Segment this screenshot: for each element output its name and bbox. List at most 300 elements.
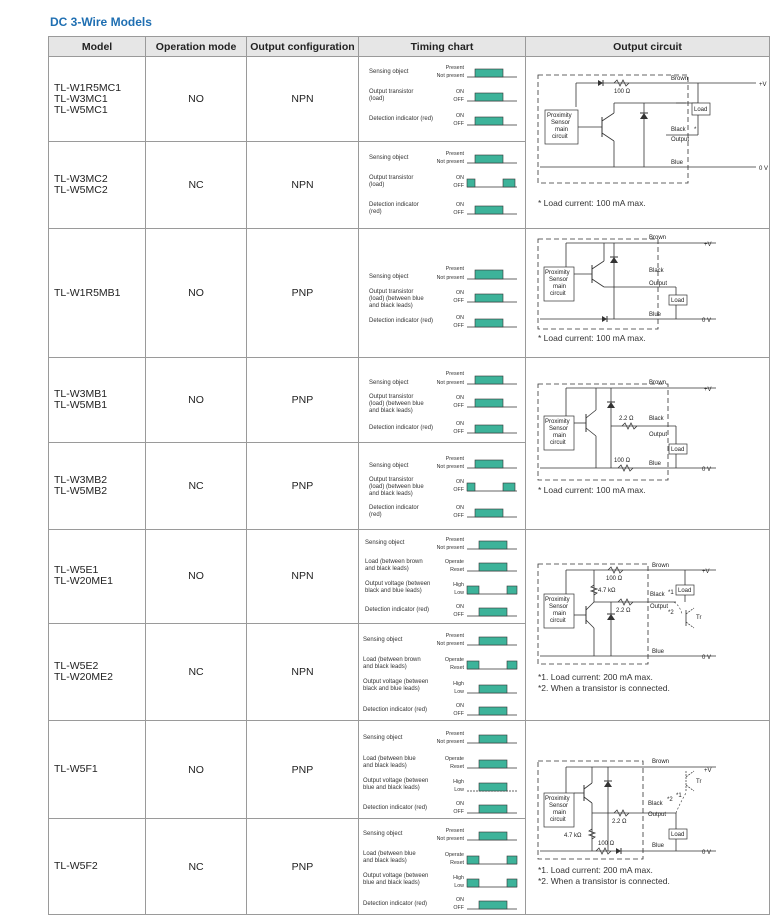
output-circuit-pnp-100: [525, 358, 769, 530]
svg-text:and black leads): and black leads): [368, 408, 413, 415]
svg-text:+V: +V: [701, 569, 710, 575]
svg-text:Not present: Not present: [436, 544, 464, 551]
timing-chart-svg: [359, 821, 525, 913]
svg-text:Output: Output: [649, 604, 668, 610]
output-configuration: PNP: [246, 819, 358, 915]
model-name: TL-W20ME1: [54, 575, 113, 588]
svg-text:Tr: Tr: [695, 779, 702, 785]
svg-text:High: High: [453, 680, 464, 687]
signal-output: [467, 294, 517, 302]
svg-text:ON: ON: [456, 289, 464, 296]
output-configuration: NPN: [246, 530, 358, 624]
svg-text:Proximity: Proximity: [544, 597, 570, 603]
timing-chart-svg: [359, 723, 525, 817]
svg-text:and black leads): and black leads): [364, 565, 409, 572]
svg-text:Proximity: Proximity: [546, 113, 572, 119]
svg-text:Load: Load: [693, 107, 708, 113]
svg-text:Low: Low: [454, 589, 464, 596]
svg-text:Brown: Brown: [670, 76, 688, 82]
svg-text:Sensing object: Sensing object: [368, 273, 409, 280]
svg-text:0 V: 0 V: [701, 318, 711, 324]
models-table: [48, 36, 770, 915]
svg-text:OFF: OFF: [453, 297, 464, 304]
svg-text:Sensor: Sensor: [548, 803, 568, 809]
model-name: TL-W5MC1: [54, 103, 108, 116]
svg-text:*2: *2: [667, 610, 674, 616]
svg-text:ON: ON: [456, 201, 464, 208]
svg-text:Not present: Not present: [436, 380, 464, 387]
svg-text:(load) (between blue: (load) (between blue: [368, 401, 424, 408]
table-row: [49, 229, 770, 358]
svg-text:ON: ON: [456, 395, 464, 402]
svg-text:Present: Present: [445, 827, 464, 834]
signal-voltage: [467, 783, 517, 791]
signal-sensing: [467, 460, 517, 468]
svg-text:Output: Output: [648, 281, 667, 287]
signal-indicator: [467, 805, 517, 813]
svg-text:Output voltage (between: Output voltage (between: [364, 580, 431, 587]
svg-text:Detection indicator (red): Detection indicator (red): [362, 804, 428, 811]
timing-chart: [358, 142, 525, 229]
svg-text:Load (between brown: Load (between brown: [364, 558, 423, 565]
svg-text:Black: Black: [670, 127, 686, 133]
svg-text:0 V: 0 V: [701, 467, 711, 473]
timing-chart-svg: [359, 144, 525, 227]
svg-text:OFF: OFF: [453, 904, 464, 911]
signal-sensing: [467, 735, 517, 743]
svg-text:ON: ON: [456, 896, 464, 903]
output-configuration: PNP: [246, 358, 358, 443]
circuit-diagram-npn-e: [526, 530, 769, 715]
svg-text:Present: Present: [445, 632, 464, 639]
signal-indicator: [467, 206, 517, 214]
svg-text:Output transistor: Output transistor: [368, 476, 414, 483]
svg-text:Output transistor: Output transistor: [368, 89, 414, 96]
svg-text:(red): (red): [368, 511, 382, 518]
svg-text:circuit: circuit: [549, 291, 566, 297]
signal-sensing: [467, 832, 517, 840]
model-name: TL-W5F1: [54, 763, 98, 776]
signal-sensing: [467, 376, 517, 384]
output-circuit-npn: [525, 57, 769, 229]
svg-text:Load: Load: [677, 588, 692, 594]
svg-text:circuit: circuit: [549, 817, 566, 823]
svg-text:Present: Present: [445, 730, 464, 737]
svg-text:Operate: Operate: [444, 851, 464, 858]
svg-text:Detection indicator: Detection indicator: [368, 504, 419, 511]
operation-mode: NO: [146, 57, 247, 142]
svg-text:Detection indicator (red): Detection indicator (red): [362, 900, 428, 907]
svg-text:Output voltage (between: Output voltage (between: [362, 872, 429, 879]
signal-output: [467, 93, 517, 101]
svg-text:Output: Output: [648, 432, 667, 438]
signal-sensing: [467, 155, 517, 163]
model-cell: [49, 142, 146, 229]
model-cell: [49, 819, 146, 915]
model-cell: [49, 358, 146, 443]
svg-text:Present: Present: [445, 150, 464, 157]
section-title: DC 3-Wire Models: [50, 15, 152, 29]
table-row: [49, 358, 770, 443]
svg-text:Sensing object: Sensing object: [368, 380, 409, 387]
svg-text:Load: Load: [670, 298, 685, 304]
timing-chart: [358, 358, 525, 443]
svg-text:Not present: Not present: [436, 274, 464, 281]
table-header-row: [49, 37, 770, 57]
svg-text:High: High: [453, 778, 464, 785]
timing-chart: [358, 443, 525, 530]
output-configuration: NPN: [246, 142, 358, 229]
svg-text:OFF: OFF: [453, 403, 464, 410]
signal-voltage: [467, 879, 517, 887]
model-name: TL-W5E1: [54, 564, 99, 577]
svg-text:2.2 Ω: 2.2 Ω: [611, 819, 627, 825]
svg-text:OFF: OFF: [453, 429, 464, 436]
table-row: [49, 530, 770, 624]
svg-text:OFF: OFF: [453, 710, 464, 717]
svg-text:Black: Black: [648, 416, 664, 422]
timing-chart: [358, 530, 525, 624]
svg-text:Output transistor: Output transistor: [368, 394, 414, 401]
table-row: [49, 57, 770, 142]
svg-text:black and blue leads): black and blue leads): [362, 685, 420, 692]
signal-voltage: [467, 586, 517, 594]
header-output-circuit: Output circuit: [525, 37, 769, 57]
svg-text:ON: ON: [456, 314, 464, 321]
circuit-diagram-pnp-2: [526, 358, 769, 524]
operation-mode: NC: [146, 142, 247, 229]
model-name: TL-W1R5MB1: [54, 286, 121, 299]
svg-text:100 Ω: 100 Ω: [613, 89, 631, 95]
svg-text:main: main: [554, 127, 568, 133]
signal-indicator: [467, 707, 517, 715]
svg-text:Sensing object: Sensing object: [362, 830, 403, 837]
svg-text:Output transistor: Output transistor: [368, 288, 414, 295]
svg-text:+V: +V: [758, 82, 767, 88]
svg-text:(load): (load): [368, 181, 385, 188]
svg-text:Detection indicator (red): Detection indicator (red): [368, 425, 434, 432]
signal-output: [467, 179, 517, 187]
header-operation-mode: Operation mode: [146, 37, 247, 57]
model-cell: [49, 57, 146, 142]
signal-sensing: [467, 637, 517, 645]
model-cell: [49, 721, 146, 819]
svg-text:Detection indicator (red): Detection indicator (red): [368, 317, 434, 324]
model-name: TL-W1R5MC1: [54, 81, 122, 94]
model-name: TL-W5F2: [54, 860, 98, 873]
operation-mode: NO: [146, 530, 247, 624]
header-timing-chart: Timing chart: [358, 37, 525, 57]
svg-text:High: High: [453, 581, 464, 588]
svg-text:blue and black leads): blue and black leads): [362, 879, 420, 886]
svg-text:Detection indicator (red): Detection indicator (red): [368, 116, 434, 123]
operation-mode: NC: [146, 443, 247, 530]
timing-chart-svg: [359, 625, 525, 719]
timing-chart-svg: [359, 359, 525, 441]
signal-voltage: [467, 685, 517, 693]
signal-sensing: [467, 69, 517, 77]
svg-text:Reset: Reset: [450, 763, 464, 770]
svg-text:Detection indicator: Detection indicator: [368, 201, 419, 208]
svg-text:Sensing object: Sensing object: [362, 734, 403, 741]
model-name: TL-W5MC2: [54, 184, 108, 197]
svg-text:+V: +V: [703, 387, 712, 393]
svg-text:Sensing object: Sensing object: [362, 636, 403, 643]
svg-text:Not present: Not present: [436, 640, 464, 647]
svg-text:and black leads): and black leads): [368, 302, 413, 309]
svg-text:Load (between blue: Load (between blue: [362, 850, 416, 857]
svg-text:Blue: Blue: [648, 461, 661, 467]
note-load-current: * Load current: 100 mA max.: [537, 333, 646, 343]
timing-chart: [358, 721, 525, 819]
circuit-diagram-pnp-f: [526, 721, 769, 909]
svg-text:Output: Output: [647, 812, 666, 818]
svg-text:Proximity: Proximity: [544, 796, 570, 802]
svg-text:Detection indicator (red): Detection indicator (red): [362, 706, 428, 713]
model-cell: [49, 443, 146, 530]
signal-indicator: [467, 117, 517, 125]
output-circuit-pnp: [525, 229, 769, 358]
svg-text:4.7 kΩ: 4.7 kΩ: [597, 588, 616, 594]
svg-text:circuit: circuit: [549, 618, 566, 624]
svg-text:Brown: Brown: [648, 235, 666, 241]
svg-text:Black: Black: [648, 268, 664, 274]
circuit-diagram-npn: [526, 57, 769, 223]
svg-text:0 V: 0 V: [701, 655, 711, 661]
svg-text:and black leads): and black leads): [368, 490, 413, 497]
svg-text:*1: *1: [675, 793, 682, 799]
timing-chart: [358, 229, 525, 358]
note-transistor: *2. When a transistor is connected.: [537, 683, 670, 693]
signal-indicator: [467, 425, 517, 433]
svg-text:(load): (load): [368, 96, 385, 103]
svg-text:Present: Present: [445, 455, 464, 462]
output-configuration: NPN: [246, 57, 358, 142]
svg-text:*1: *1: [667, 590, 674, 596]
signal-indicator: [467, 509, 517, 517]
header-output-configuration: Output configuration: [246, 37, 358, 57]
svg-text:Output voltage (between: Output voltage (between: [362, 777, 429, 784]
svg-text:OFF: OFF: [453, 322, 464, 329]
svg-text:OFF: OFF: [453, 209, 464, 216]
svg-text:4.7 kΩ: 4.7 kΩ: [563, 833, 582, 839]
svg-text:ON: ON: [456, 113, 464, 120]
svg-text:Present: Present: [445, 371, 464, 378]
svg-text:Sensing object: Sensing object: [368, 154, 409, 161]
note-transistor: *2. When a transistor is connected.: [537, 876, 670, 886]
svg-text:Brown: Brown: [648, 380, 666, 386]
svg-text:ON: ON: [456, 702, 464, 709]
timing-chart-svg: [359, 445, 525, 528]
note-load-current: * Load current: 100 mA max.: [537, 198, 646, 208]
svg-text:black and blue leads): black and blue leads): [364, 587, 422, 594]
header-model: Model: [49, 37, 146, 57]
svg-text:100 Ω: 100 Ω: [597, 841, 615, 847]
svg-text:Blue: Blue: [651, 649, 664, 655]
svg-text:*: *: [693, 127, 697, 133]
svg-text:Sensing object: Sensing object: [364, 539, 405, 546]
svg-text:Load: Load: [670, 832, 685, 838]
svg-text:Load: Load: [670, 447, 685, 453]
svg-text:Sensor: Sensor: [548, 277, 568, 283]
timing-chart: [358, 623, 525, 720]
svg-text:Present: Present: [445, 265, 464, 272]
signal-load: [467, 563, 517, 571]
output-configuration: PNP: [246, 229, 358, 358]
svg-text:0 V: 0 V: [701, 850, 711, 856]
svg-text:Output: Output: [670, 137, 689, 143]
svg-text:OFF: OFF: [453, 611, 464, 618]
svg-text:OFF: OFF: [453, 182, 464, 189]
note-load-current-200: *1. Load current: 200 mA max.: [537, 865, 653, 875]
model-name: TL-W5MB1: [54, 399, 108, 412]
model-name: TL-W20ME2: [54, 670, 113, 683]
svg-text:Present: Present: [445, 536, 464, 543]
svg-text:Sensor: Sensor: [550, 120, 570, 126]
svg-text:Not present: Not present: [436, 738, 464, 745]
svg-text:Operate: Operate: [444, 755, 464, 762]
table-row: [49, 721, 770, 819]
model-cell: [49, 229, 146, 358]
svg-text:Operate: Operate: [444, 558, 464, 565]
output-circuit-pnp-f: [525, 721, 769, 915]
svg-text:Not present: Not present: [436, 73, 464, 80]
svg-text:ON: ON: [456, 504, 464, 511]
model-name: TL-W3MC2: [54, 173, 108, 186]
svg-text:Black: Black: [647, 801, 663, 807]
svg-text:Blue: Blue: [648, 312, 661, 318]
timing-chart-svg: [359, 232, 525, 355]
timing-chart-svg: [359, 58, 525, 140]
signal-sensing: [467, 541, 517, 549]
svg-text:OFF: OFF: [453, 97, 464, 104]
svg-text:Blue: Blue: [670, 160, 683, 166]
signal-load: [467, 856, 517, 864]
svg-text:ON: ON: [456, 800, 464, 807]
svg-text:Brown: Brown: [651, 563, 669, 569]
operation-mode: NO: [146, 358, 247, 443]
svg-text:Load (between brown: Load (between brown: [362, 656, 421, 663]
signal-indicator: [467, 901, 517, 909]
note-load-current-200: *1. Load current: 200 mA max.: [537, 672, 653, 682]
signal-output: [467, 399, 517, 407]
svg-text:and black leads): and black leads): [362, 857, 407, 864]
svg-text:main: main: [552, 433, 566, 439]
svg-text:circuit: circuit: [549, 440, 566, 446]
operation-mode: NC: [146, 819, 247, 915]
svg-text:main: main: [552, 284, 566, 290]
svg-text:Proximity: Proximity: [544, 419, 570, 425]
svg-text:2.2 Ω: 2.2 Ω: [618, 416, 634, 422]
svg-text:Black: Black: [649, 592, 665, 598]
svg-text:Blue: Blue: [651, 843, 664, 849]
signal-sensing: [467, 270, 517, 279]
svg-text:100 Ω: 100 Ω: [605, 576, 623, 582]
svg-text:Sensor: Sensor: [548, 426, 568, 432]
signal-load: [467, 661, 517, 669]
model-cell: [49, 530, 146, 624]
svg-text:circuit: circuit: [551, 134, 568, 140]
svg-text:Reset: Reset: [450, 664, 464, 671]
timing-chart: [358, 819, 525, 915]
signal-output: [467, 483, 517, 491]
svg-text:Low: Low: [454, 688, 464, 695]
svg-text:and black leads): and black leads): [362, 762, 407, 769]
operation-mode: NO: [146, 721, 247, 819]
svg-text:(red): (red): [368, 208, 382, 215]
note-load-current: * Load current: 100 mA max.: [537, 485, 646, 495]
model-name: TL-W5MB2: [54, 485, 108, 498]
svg-text:Present: Present: [445, 65, 464, 72]
svg-text:ON: ON: [456, 478, 464, 485]
output-circuit-npn-e: [525, 530, 769, 721]
svg-text:*2: *2: [666, 797, 673, 803]
label-sensing-object: Sensing object: [368, 69, 409, 76]
svg-text:Low: Low: [454, 786, 464, 793]
circuit-diagram-pnp: [526, 229, 769, 352]
signal-indicator: [467, 608, 517, 616]
svg-text:OFF: OFF: [453, 486, 464, 493]
svg-text:ON: ON: [456, 89, 464, 96]
svg-text:2.2 Ω: 2.2 Ω: [615, 608, 631, 614]
svg-text:ON: ON: [456, 603, 464, 610]
svg-text:Detection indicator (red): Detection indicator (red): [364, 606, 430, 613]
output-configuration: PNP: [246, 443, 358, 530]
svg-text:Not present: Not present: [436, 835, 464, 842]
svg-text:+V: +V: [703, 768, 712, 774]
svg-text:100 Ω: 100 Ω: [613, 458, 631, 464]
model-name: TL-W3MB2: [54, 474, 108, 487]
svg-text:Brown: Brown: [651, 759, 669, 765]
svg-text:Proximity: Proximity: [544, 270, 570, 276]
operation-mode: NO: [146, 229, 247, 358]
svg-text:(load) (between blue: (load) (between blue: [368, 483, 424, 490]
svg-text:blue and black leads): blue and black leads): [362, 784, 420, 791]
svg-text:Output transistor: Output transistor: [368, 174, 414, 181]
model-name: TL-W3MB1: [54, 388, 108, 401]
signal-indicator: [467, 319, 517, 327]
output-configuration: PNP: [246, 721, 358, 819]
svg-text:Not present: Not present: [436, 463, 464, 470]
svg-text:High: High: [453, 874, 464, 881]
model-cell: [49, 623, 146, 720]
signal-load: [467, 760, 517, 768]
svg-text:Low: Low: [454, 882, 464, 889]
svg-text:main: main: [552, 611, 566, 617]
model-name: TL-W3MC1: [54, 92, 108, 105]
svg-text:OFF: OFF: [453, 808, 464, 815]
svg-text:Sensing object: Sensing object: [368, 462, 409, 469]
operation-mode: NC: [146, 623, 247, 720]
model-name: TL-W5E2: [54, 659, 99, 672]
svg-text:+V: +V: [703, 242, 712, 248]
svg-text:(load) (between blue: (load) (between blue: [368, 295, 424, 302]
svg-text:and black leads): and black leads): [362, 663, 407, 670]
timing-chart-svg: [359, 531, 525, 622]
svg-text:0 V: 0 V: [758, 166, 768, 172]
svg-text:Operate: Operate: [444, 656, 464, 663]
svg-text:Reset: Reset: [450, 859, 464, 866]
svg-text:ON: ON: [456, 421, 464, 428]
svg-text:Sensor: Sensor: [548, 604, 568, 610]
svg-text:Tr: Tr: [695, 615, 702, 621]
svg-text:OFF: OFF: [453, 121, 464, 128]
timing-chart: [358, 57, 525, 142]
svg-text:OFF: OFF: [453, 512, 464, 519]
svg-text:ON: ON: [456, 174, 464, 181]
svg-text:Not present: Not present: [436, 158, 464, 165]
svg-text:Reset: Reset: [450, 566, 464, 573]
